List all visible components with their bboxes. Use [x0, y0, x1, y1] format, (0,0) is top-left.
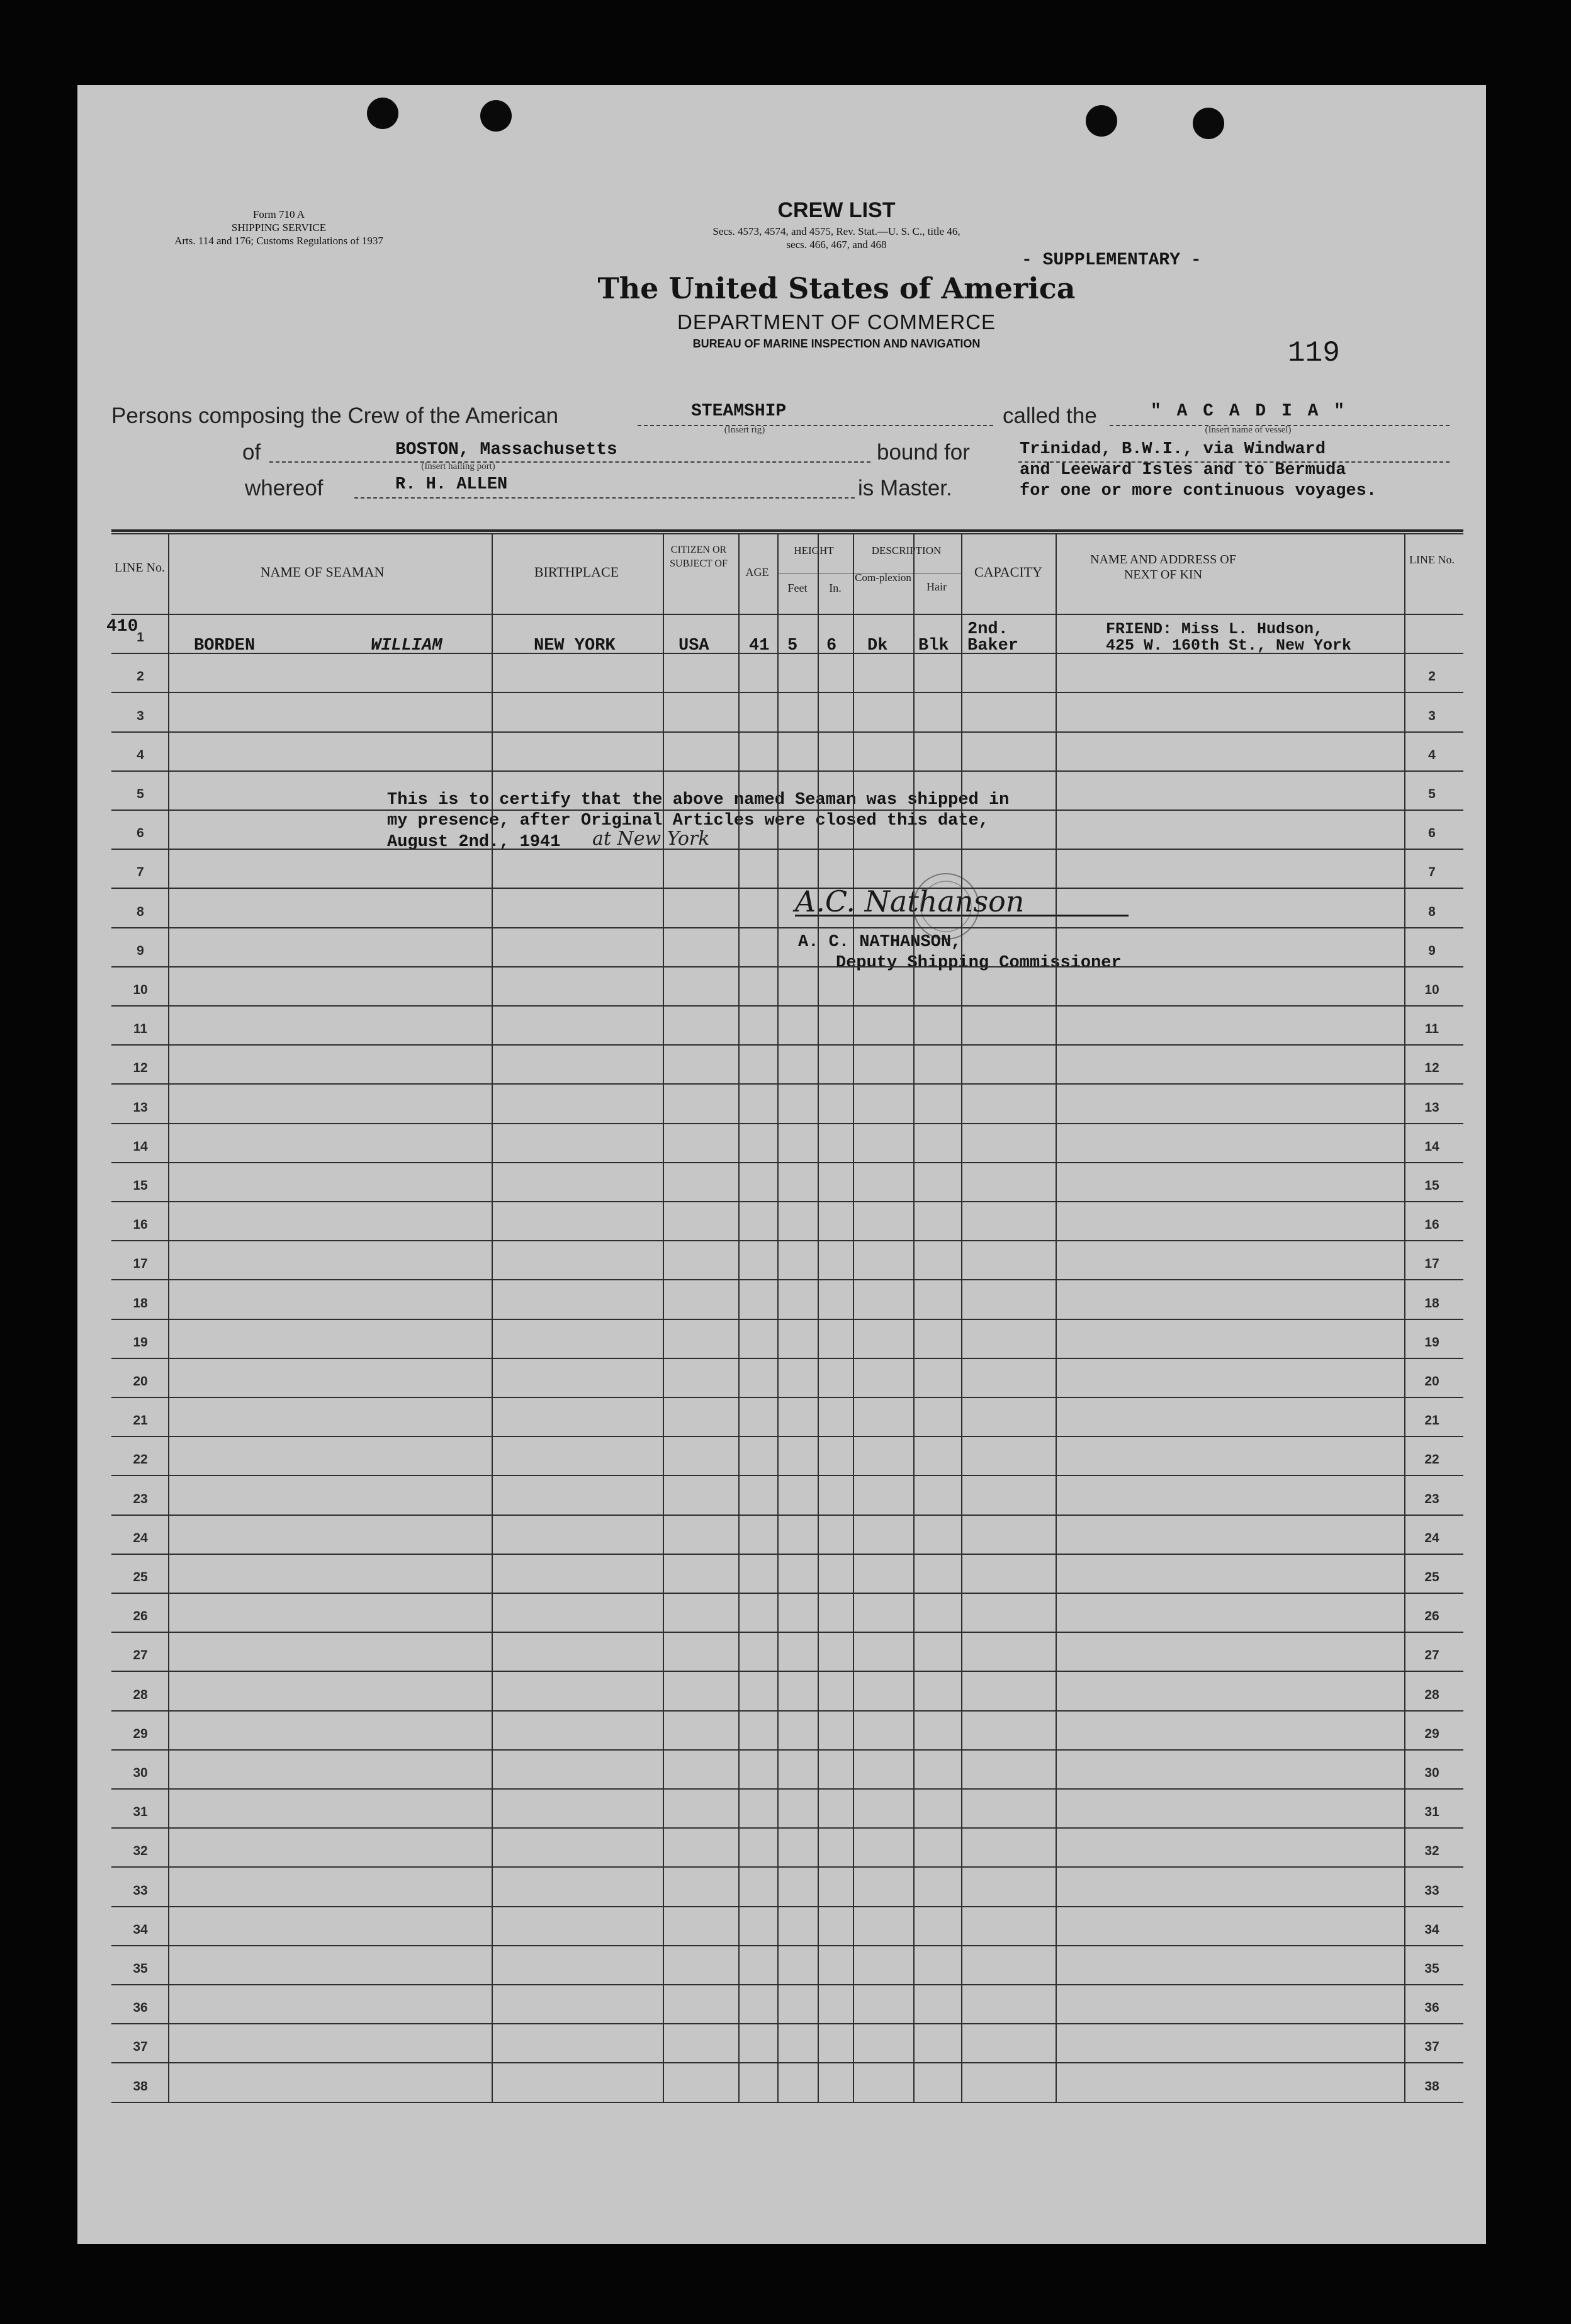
line-number-right: 19: [1424, 1334, 1439, 1350]
line-number-right: 21: [1424, 1413, 1439, 1428]
col-complexion-header: Com-plexion: [855, 572, 911, 584]
table-row: [111, 1162, 1463, 1163]
table-row: [111, 1593, 1463, 1594]
line-number-right: 29: [1424, 1726, 1439, 1741]
header-bottom-rule: [111, 614, 1463, 615]
line-number-left: 37: [133, 2039, 148, 2055]
line-number-left: 14: [133, 1139, 148, 1154]
seaman-capacity-1: 2nd.: [967, 620, 1008, 639]
table-row: [111, 1749, 1463, 1751]
certification-line-3: August 2nd., 1941: [387, 833, 561, 852]
table-row: [111, 1279, 1463, 1280]
line-number-right: 23: [1424, 1491, 1439, 1506]
vessel-hint: (Insert name of vessel): [1205, 425, 1292, 435]
table-row: [111, 1515, 1463, 1516]
table-row: [111, 1671, 1463, 1672]
line-number-left: 21: [133, 1413, 148, 1428]
col-description-header: DESCRIPTION: [871, 544, 942, 556]
entry-serial: 410: [106, 617, 138, 636]
line-number-left: 19: [133, 1334, 148, 1350]
table-row: [111, 1475, 1463, 1476]
line-number-right: 27: [1424, 1648, 1439, 1663]
line-number-left: 3: [137, 708, 144, 723]
form-service: SHIPPING SERVICE: [231, 222, 327, 234]
line-number-left: 11: [133, 1022, 148, 1037]
line-number-right: 32: [1424, 1844, 1439, 1859]
table-row: [111, 1984, 1463, 1985]
table-row: [111, 1945, 1463, 1946]
line-number-right: 36: [1424, 2000, 1439, 2016]
col-line-right-header: LINE No.: [1409, 553, 1455, 566]
page-number: 119: [1288, 337, 1340, 369]
form-number: Form 710 A: [252, 208, 305, 220]
line-number-left: 16: [133, 1217, 148, 1233]
table-row: [111, 2023, 1463, 2024]
document-title: CREW LIST: [777, 198, 896, 222]
destination-line-3: for one or more continuous voyages.: [1020, 482, 1377, 500]
table-row: [111, 731, 1463, 733]
line-number-left: 8: [137, 904, 144, 919]
next-of-kin-1: FRIEND: Miss L. Hudson,: [1106, 620, 1324, 638]
table-row: [111, 1358, 1463, 1359]
line-number-left: 32: [133, 1844, 148, 1859]
table-row: [111, 1201, 1463, 1202]
line-number-right: 31: [1424, 1805, 1439, 1820]
commissioner-signature: A.C. Nathanson: [795, 884, 1025, 918]
line-number-left: 22: [133, 1452, 148, 1467]
department-heading: DEPARTMENT OF COMMERCE: [677, 310, 996, 334]
line-number-left: 1: [137, 630, 144, 645]
port-hint: (Insert hailing port): [421, 461, 495, 471]
line-number-right: 18: [1424, 1295, 1439, 1311]
col-age-header: AGE: [745, 566, 769, 578]
line-number-left: 5: [137, 787, 144, 801]
bureau-heading: BUREAU OF MARINE INSPECTION AND NAVIGATION: [692, 337, 981, 350]
table-row: [111, 1397, 1463, 1398]
line-number-left: 26: [133, 1609, 148, 1624]
seaman-birthplace: NEW YORK: [534, 636, 616, 655]
line-number-right: 12: [1424, 1061, 1439, 1076]
form-info: [172, 208, 386, 247]
line-number-right: 6: [1428, 826, 1436, 841]
table-row: [111, 927, 1463, 928]
line-number-right: 16: [1424, 1217, 1439, 1233]
statutes-line-1: Secs. 4573, 4574, and 4575, Rev. Stat.—U. S. C., title 46,: [712, 225, 960, 237]
line-number-left: 34: [133, 1922, 148, 1937]
commissioner-name: A. C. NATHANSON,: [798, 933, 962, 952]
port-value: BOSTON, Massachusetts: [395, 440, 617, 460]
seaman-hair: Blk: [918, 636, 949, 655]
table-row: [111, 1044, 1463, 1046]
line-number-right: 15: [1424, 1178, 1439, 1193]
of-label: of: [242, 440, 261, 465]
line-number-left: 29: [133, 1726, 148, 1741]
line-number-right: 13: [1424, 1100, 1439, 1115]
next-of-kin-2: 425 W. 160th St., New York: [1106, 636, 1352, 655]
called-label: called the: [1003, 403, 1097, 428]
line-number-right: 38: [1424, 2079, 1439, 2094]
supplementary-label: - SUPPLEMENTARY -: [1022, 251, 1202, 270]
table-row: [111, 692, 1463, 693]
statutes-line-2: secs. 466, 467, and 468: [786, 239, 887, 251]
seaman-citizen: USA: [679, 636, 709, 655]
line-number-left: 13: [133, 1100, 148, 1115]
line-number-left: 2: [137, 669, 144, 684]
line-number-right: 9: [1428, 943, 1436, 958]
col-line-header: LINE No.: [115, 561, 165, 575]
handwritten-place: at New York: [592, 828, 710, 850]
table-top-rule-2: [111, 533, 1463, 534]
table-row: [111, 849, 1463, 850]
crew-list-document: [77, 85, 1486, 2244]
commissioner-title: Deputy Shipping Commissioner: [836, 954, 1122, 973]
table-row: [111, 770, 1463, 772]
col-name-header: NAME OF SEAMAN: [260, 564, 385, 580]
table-row: [111, 1827, 1463, 1829]
seaman-capacity-2: Baker: [967, 636, 1019, 655]
seaman-inches: 6: [826, 636, 837, 655]
destination-line-2: and Leeward Isles and to Bermuda: [1020, 461, 1346, 480]
line-number-right: 24: [1424, 1530, 1439, 1545]
line-number-left: 27: [133, 1648, 148, 1663]
whereof-label: whereof: [245, 476, 324, 500]
line-number-right: 37: [1424, 2039, 1439, 2055]
line-number-right: 33: [1424, 1883, 1439, 1898]
line-number-left: 25: [133, 1570, 148, 1584]
master-label: is Master.: [858, 476, 952, 500]
bound-for-label: bound for: [877, 440, 970, 465]
table-row: [111, 653, 1463, 654]
seaman-feet: 5: [787, 636, 798, 655]
seaman-age: 41: [749, 636, 770, 655]
line-number-right: 2: [1428, 669, 1436, 684]
line-number-right: 14: [1424, 1139, 1439, 1154]
certification-line-1: This is to certify that the above named Seaman was shipped in: [387, 791, 1010, 809]
line-number-left: 10: [133, 983, 148, 997]
col-feet-header: Feet: [787, 582, 808, 594]
line-number-left: 30: [133, 1766, 148, 1780]
seaman-complexion: Dk: [867, 636, 888, 655]
seaman-surname: BORDEN: [194, 636, 256, 655]
line-number-left: 33: [133, 1883, 148, 1898]
line-number-left: 20: [133, 1374, 148, 1389]
line-number-right: 34: [1424, 1922, 1439, 1937]
destination-line-1: Trinidad, B.W.I., via Windward: [1020, 440, 1326, 459]
persons-label: Persons composing the Crew of the American: [111, 403, 559, 428]
line-number-right: 8: [1428, 904, 1436, 919]
punch-hole: [1193, 108, 1224, 139]
line-number-left: 6: [137, 826, 144, 841]
col-capacity-header: CAPACITY: [974, 564, 1042, 580]
table-row: [111, 1788, 1463, 1790]
table-row: [111, 1319, 1463, 1320]
table-row: [111, 1083, 1463, 1085]
line-number-left: 31: [133, 1805, 148, 1820]
line-number-left: 9: [137, 943, 144, 958]
line-number-left: 7: [137, 865, 144, 880]
line-number-left: 24: [133, 1530, 148, 1545]
punch-hole: [480, 100, 512, 132]
col-kin-header: NAME AND ADDRESS OF NEXT OF KIN: [1090, 553, 1236, 582]
table-row: [111, 2102, 1463, 2103]
col-height-header: HEIGHT: [794, 544, 834, 556]
form-regulations: Arts. 114 and 176; Customs Regulations of 1937: [174, 235, 383, 247]
table-row: [111, 1866, 1463, 1868]
port-field-line: [269, 461, 870, 463]
vessel-value: " A C A D I A ": [1151, 402, 1348, 421]
line-number-right: 11: [1424, 1022, 1439, 1037]
table-row: [111, 809, 1463, 811]
line-number-left: 4: [137, 747, 144, 762]
line-number-left: 23: [133, 1491, 148, 1506]
line-number-left: 28: [133, 1687, 148, 1702]
line-number-left: 12: [133, 1061, 148, 1076]
line-number-left: 38: [133, 2079, 148, 2094]
line-number-right: 17: [1424, 1256, 1439, 1272]
table-row: [111, 1632, 1463, 1633]
line-number-right: 22: [1424, 1452, 1439, 1467]
table-row: [111, 1240, 1463, 1241]
table-row: [111, 966, 1463, 967]
line-number-right: 10: [1424, 983, 1439, 997]
line-number-right: 3: [1428, 708, 1436, 723]
col-hair-header: Hair: [926, 580, 947, 593]
line-number-left: 18: [133, 1295, 148, 1311]
table-row: [111, 888, 1463, 889]
line-number-right: 5: [1428, 787, 1436, 801]
table-row: [111, 2062, 1463, 2063]
table-row: [111, 1123, 1463, 1124]
country-heading: The United States of America: [597, 271, 1076, 305]
line-number-left: 17: [133, 1256, 148, 1272]
line-number-left: 35: [133, 1961, 148, 1976]
rig-hint: (Insert rig): [724, 425, 765, 435]
line-number-right: 25: [1424, 1570, 1439, 1584]
line-number-right: 28: [1424, 1687, 1439, 1702]
seaman-given-name: WILLIAM: [371, 636, 442, 655]
line-number-right: 35: [1424, 1961, 1439, 1976]
col-citizen-header: CITIZEN OR SUBJECT OF: [670, 544, 728, 569]
table-row: [111, 1906, 1463, 1907]
table-row: [111, 1005, 1463, 1007]
line-number-right: 20: [1424, 1374, 1439, 1389]
punch-hole: [367, 98, 398, 129]
line-number-left: 36: [133, 2000, 148, 2016]
line-number-right: 7: [1428, 865, 1436, 880]
col-in-header: In.: [829, 582, 842, 594]
line-number-right: 30: [1424, 1766, 1439, 1780]
punch-hole: [1086, 105, 1117, 137]
table-row: [111, 1554, 1463, 1555]
line-number-left: 15: [133, 1178, 148, 1193]
master-field-line: [354, 497, 855, 499]
line-number-right: 4: [1428, 747, 1436, 762]
certification-line-2: my presence, after Original Articles were closed this date,: [387, 811, 989, 830]
table-row: [111, 1710, 1463, 1712]
rig-value: STEAMSHIP: [691, 402, 787, 421]
line-number-right: 26: [1424, 1609, 1439, 1624]
table-row: [111, 1436, 1463, 1437]
master-value: R. H. ALLEN: [395, 475, 508, 494]
table-top-rule: [111, 529, 1463, 532]
col-birthplace-header: BIRTHPLACE: [534, 564, 619, 580]
